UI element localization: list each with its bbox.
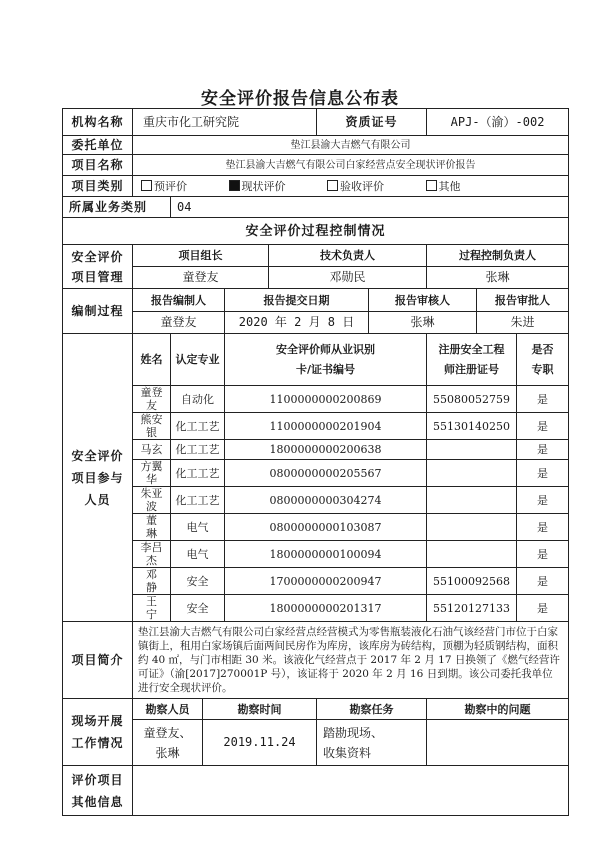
category-option-other[interactable]: 其他 <box>426 180 461 193</box>
business-value: 04 <box>171 197 569 218</box>
personnel-row: 童登友 自动化 1100000000200869 55080052759 是 <box>63 386 569 413</box>
info-table <box>62 108 569 816</box>
category-option-acceptance[interactable]: 验收评价 <box>327 180 384 193</box>
category-option-pre[interactable]: 预评价 <box>141 180 187 193</box>
checkbox-icon <box>141 180 152 191</box>
personnel-header-cert: 安全评价师从业识别 卡/证书编号 <box>225 334 427 386</box>
personnel-row: 朱亚波 化工工艺 0800000000304274 是 <box>63 487 569 514</box>
category-label: 项目类别 <box>63 176 133 197</box>
site-label: 现场开展 工作情况 <box>63 699 133 766</box>
compile-label: 编制过程 <box>63 289 133 334</box>
personnel-row: 李吕杰 电气 1800000000100094 是 <box>63 541 569 568</box>
summary-text: 垫江县渝大吉燃气有限公司白家经营点经营模式为零售瓶装液化石油气该经营门市位于白家镇街上，租用白家场镇后面两间民房作为库房，该库房为砖结构，顶棚为轻质钢结构，面积约 40 ㎡，与门市相距 30 米。该液化气经营点于 2017 年 2 月 17 日换领了《燃气经营许可证》（渝[2017]270001P 号），该证将于 2020 年 2 月 16 日到期。该公司委托我单位进行安全现状评价。 <box>133 622 569 699</box>
client-label: 委托单位 <box>63 136 133 155</box>
mgmt-process-value: 张琳 <box>427 267 569 289</box>
category-options <box>133 176 569 197</box>
site-header-date: 勘察时间 <box>203 699 317 720</box>
compile-header-date: 报告提交日期 <box>225 289 369 312</box>
personnel-row: 方翼华 化工工艺 0800000000205567 是 <box>63 460 569 487</box>
site-header-people: 勘察人员 <box>133 699 203 720</box>
cert-label: 资质证号 <box>317 109 427 136</box>
page-title: 安全评价报告信息公布表 <box>201 89 399 109</box>
client-value: 垫江县渝大吉燃气有限公司 <box>133 136 569 155</box>
category-option-current[interactable]: 现状评价 <box>229 180 286 193</box>
checkbox-icon <box>426 180 437 191</box>
site-task-value: 踏勘现场、 收集资料 <box>317 720 427 766</box>
mgmt-header-tech: 技术负责人 <box>269 245 427 267</box>
personnel-row: 王 宁 安全 1800000000201317 55120127133 是 <box>63 595 569 622</box>
org-value: 重庆市化工研究院 <box>133 109 317 136</box>
business-label: 所属业务类别 <box>63 197 171 218</box>
personnel-header-fulltime: 是否 专职 <box>517 334 569 386</box>
compile-header-approver: 报告审批人 <box>477 289 569 312</box>
other-label: 评价项目 其他信息 <box>63 766 133 816</box>
project-label: 项目名称 <box>63 155 133 176</box>
project-value: 垫江县渝大吉燃气有限公司白家经营点安全现状评价报告 <box>133 155 569 176</box>
personnel-header-reg: 注册安全工程 师注册证号 <box>427 334 517 386</box>
compile-date-value: 2020 年 2 月 8 日 <box>225 312 369 334</box>
site-header-task: 勘察任务 <box>317 699 427 720</box>
personnel-row: 董 琳 电气 0800000000103087 是 <box>63 514 569 541</box>
mgmt-header-leader: 项目组长 <box>133 245 269 267</box>
site-header-issues: 勘察中的问题 <box>427 699 569 720</box>
personnel-header-name: 姓名 <box>133 334 171 386</box>
compile-reviewer-value: 张琳 <box>369 312 477 334</box>
personnel-row: 熊安银 化工工艺 1100000000201904 55130140250 是 <box>63 413 569 440</box>
compile-header-author: 报告编制人 <box>133 289 225 312</box>
checkbox-icon <box>327 180 338 191</box>
summary-label: 项目简介 <box>63 622 133 699</box>
mgmt-tech-value: 邓勋民 <box>269 267 427 289</box>
mgmt-leader-value: 童登友 <box>133 267 269 289</box>
checkbox-checked-icon <box>229 180 240 191</box>
other-value <box>133 766 569 816</box>
cert-value: APJ-（渝）-002 <box>427 109 569 136</box>
personnel-label: 安全评价 项目参与 人员 <box>63 334 133 622</box>
site-date-value: 2019.11.24 <box>203 720 317 766</box>
compile-header-reviewer: 报告审核人 <box>369 289 477 312</box>
site-issues-value <box>427 720 569 766</box>
management-label: 安全评价 项目管理 <box>63 245 133 289</box>
mgmt-header-process: 过程控制负责人 <box>427 245 569 267</box>
site-people-value: 童登友、 张琳 <box>133 720 203 766</box>
process-section-title: 安全评价过程控制情况 <box>63 218 569 245</box>
personnel-row: 邓 静 安全 1700000000200947 55100092568 是 <box>63 568 569 595</box>
org-label: 机构名称 <box>63 109 133 136</box>
compile-approver-value: 朱进 <box>477 312 569 334</box>
personnel-row: 马玄 化工工艺 1800000000200638 是 <box>63 440 569 460</box>
compile-author-value: 童登友 <box>133 312 225 334</box>
personnel-header-major: 认定专业 <box>171 334 225 386</box>
